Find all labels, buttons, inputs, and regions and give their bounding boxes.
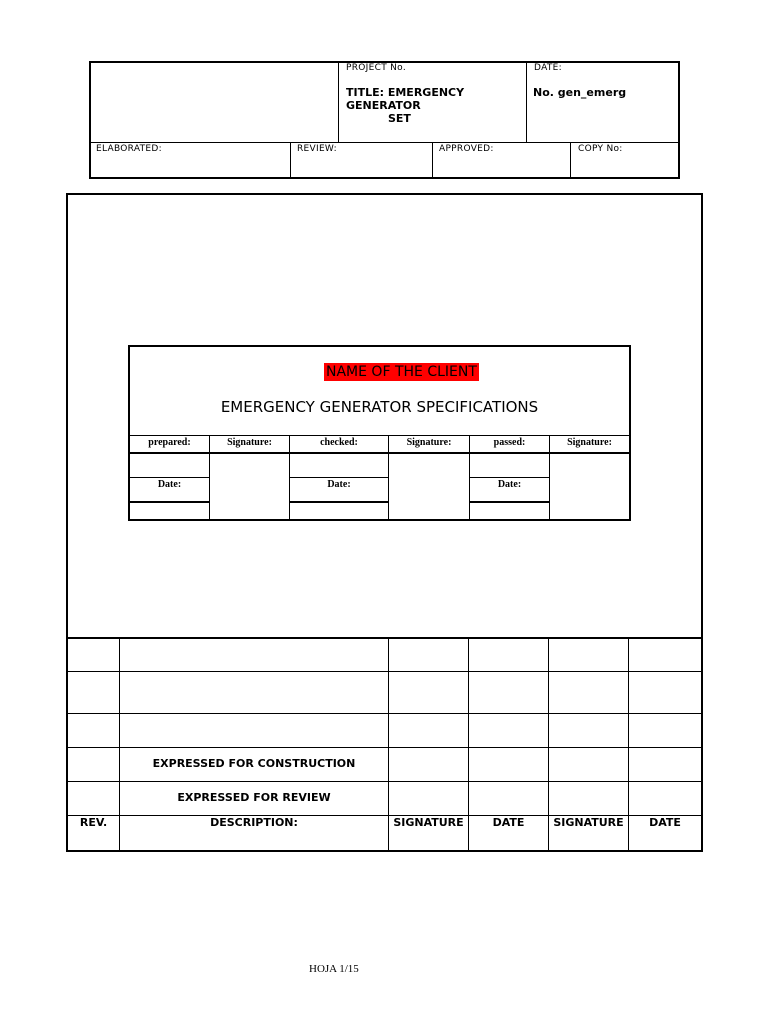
main-frame [66, 193, 703, 852]
signature-column-header-2: SIGNATURE [553, 816, 624, 829]
title-line-1: TITLE: EMERGENCY [346, 86, 465, 99]
project-number-label: PROJECT No. [346, 63, 406, 73]
elaborated-label: ELABORATED: [96, 144, 162, 154]
signature-header-2: Signature: [406, 437, 452, 448]
revision-row-5-description: EXPRESSED FOR REVIEW [177, 791, 331, 804]
rev-column-header: REV. [79, 816, 108, 829]
checked-header: checked: [320, 437, 358, 448]
date-column-header-1: DATE [492, 816, 525, 829]
date-column-header-2: DATE [649, 816, 681, 829]
signature-header-3: Signature: [567, 437, 612, 448]
title-line-3: SET [388, 112, 411, 125]
document-title [346, 86, 464, 125]
specifications-title: EMERGENCY GENERATOR SPECIFICATIONS [220, 398, 539, 416]
approved-label: APPROVED: [439, 144, 494, 154]
checked-date-label: Date: [327, 479, 351, 490]
signature-column-header-1: SIGNATURE [393, 816, 464, 829]
revision-row-4-description: EXPRESSED FOR CONSTRUCTION [152, 757, 356, 770]
passed-date-label: Date: [497, 479, 522, 490]
prepared-date-label: Date: [157, 479, 182, 490]
client-name [324, 363, 479, 381]
copy-number-label: COPY No: [578, 144, 623, 154]
client-name-text: NAME OF THE CLIENT [326, 364, 477, 380]
document-number: No. gen_emerg [533, 86, 627, 99]
signature-header-1: Signature: [227, 437, 272, 448]
description-column-header: DESCRIPTION: [210, 816, 298, 829]
title-line-2: GENERATOR [346, 99, 421, 112]
passed-header: passed: [493, 437, 526, 448]
review-label: REVIEW: [297, 144, 337, 154]
date-label: DATE: [534, 63, 562, 73]
prepared-header: prepared: [148, 437, 191, 448]
page-number: HOJA 1/15 [309, 963, 359, 975]
